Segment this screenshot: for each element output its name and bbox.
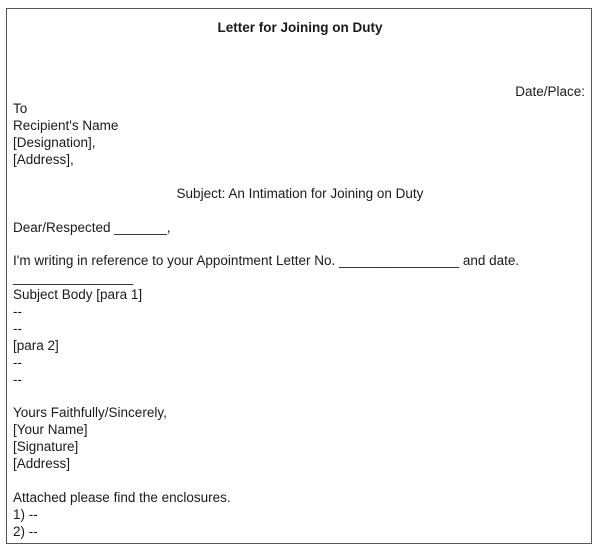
recipient-address: [Address], bbox=[13, 152, 74, 167]
body-dash-3: -- bbox=[13, 355, 22, 370]
body-dash-1: -- bbox=[13, 304, 22, 319]
enclosures-intro: Attached please find the enclosures. bbox=[13, 490, 231, 505]
letter-title: Letter for Joining on Duty bbox=[217, 20, 383, 35]
enclosure-item-2: 2) -- bbox=[13, 524, 38, 539]
salutation: Dear/Respected _______, bbox=[13, 220, 171, 235]
recipient-designation: [Designation], bbox=[13, 135, 96, 150]
sender-address: [Address] bbox=[13, 456, 71, 471]
closing: Yours Faithfully/Sincerely, bbox=[13, 405, 167, 420]
body-dash-2: -- bbox=[13, 321, 22, 336]
body-dash-4: -- bbox=[13, 372, 22, 387]
to-label: To bbox=[13, 101, 28, 116]
sender-signature: [Signature] bbox=[13, 439, 79, 454]
body-para-2: [para 2] bbox=[13, 338, 59, 353]
letter-frame bbox=[6, 8, 592, 544]
enclosure-item-1: 1) -- bbox=[13, 507, 38, 522]
body-para-1: Subject Body [para 1] bbox=[13, 287, 143, 302]
sender-name: [Your Name] bbox=[13, 422, 88, 437]
reference-line: I'm writing in reference to your Appointment Letter No. ________________ and date. bbox=[13, 253, 520, 268]
date-blank: ________________ bbox=[13, 270, 134, 285]
recipient-name: Recipient's Name bbox=[13, 118, 119, 133]
date-place-label: Date/Place: bbox=[515, 84, 585, 99]
subject-line: Subject: An Intimation for Joining on Duty bbox=[176, 186, 424, 201]
